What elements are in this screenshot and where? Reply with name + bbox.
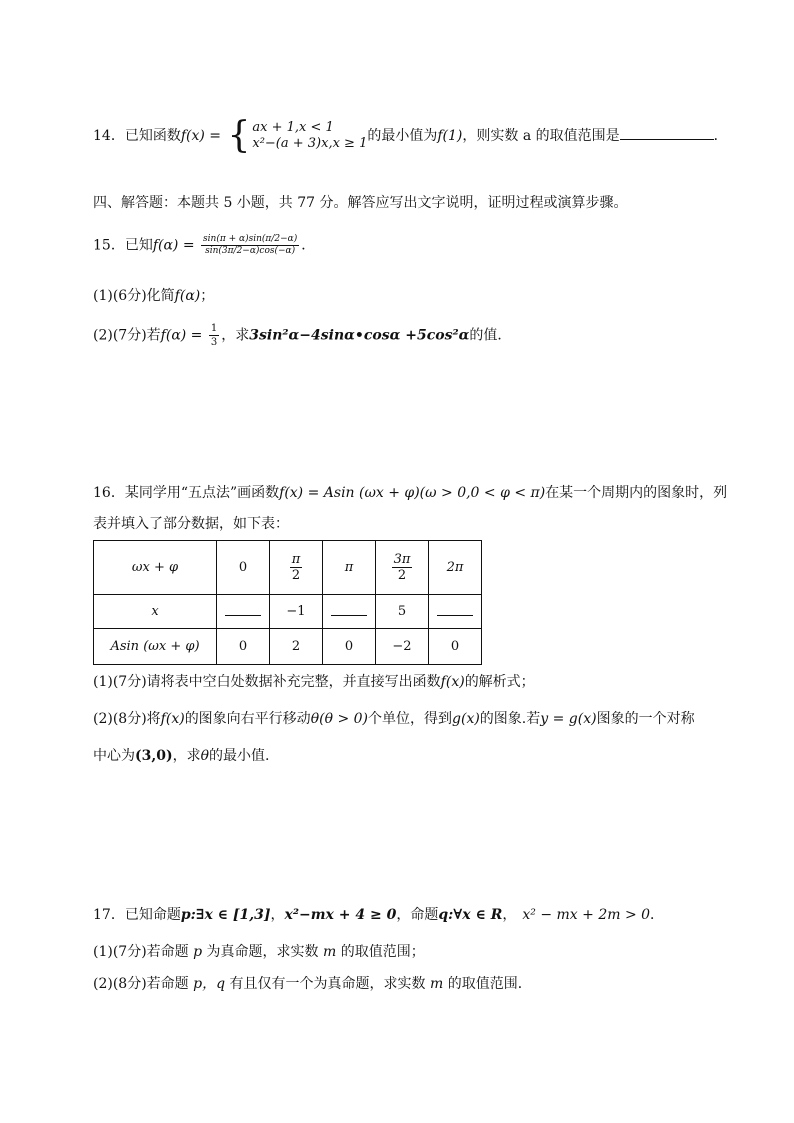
q16-p2-text-d: 的图象.若 [479, 711, 541, 727]
q14-f1: f(1) [437, 128, 463, 144]
q14-case-2: x²−(a + 3)x,x ≥ 1 [252, 136, 368, 151]
q16-part-2-line-2 [93, 746, 270, 766]
q17-prop-q: q:∀x ∈ R [438, 907, 503, 923]
q16-p2-text-b: 的图象向右平行移动 [184, 711, 311, 727]
q17-number: 17．已知命题 [93, 907, 181, 923]
q15-numerator: sin(π + α)sin(π/2−α) [203, 234, 298, 244]
q16-p2-text-e: 图象的一个对称 [596, 711, 695, 727]
q17-sep1: ， [270, 907, 285, 923]
three-pi-over-2-denominator: 2 [397, 568, 407, 583]
q14-tail-text: ，则实数 a 的取值范围是 [462, 128, 620, 144]
q16-p2-line2-a: 中心为 [93, 748, 135, 764]
table-cell: 5 [376, 595, 429, 629]
q17-p2-a: (2)(8分)若命题 [93, 976, 189, 992]
q16-p1-expr: f(x) [440, 674, 465, 690]
q16-intro-tail: 在某一个周期内的图象时，列 [545, 485, 728, 501]
question-16-line-1 [93, 483, 727, 503]
q14-case-1: ax + 1,x < 1 [252, 120, 334, 135]
table-cell-blank[interactable] [323, 595, 376, 629]
question-14 [93, 115, 728, 156]
table-cell: 2 [270, 629, 323, 665]
table-row-header: x [94, 595, 217, 629]
question-16-line-2: 表并填入了部分数据，如下表： [93, 516, 289, 532]
q14-mid-text: 的最小值为 [367, 128, 438, 144]
q16-p2-text-c: 个单位，得到 [368, 711, 453, 727]
q16-p1-tail: 的解析式； [464, 674, 535, 690]
q16-p2-theta2: θ [200, 748, 210, 764]
q17-part-2 [93, 974, 532, 994]
q15-end: ． [301, 237, 316, 254]
question-15 [93, 234, 315, 257]
q16-function-expr: f(x) = Asin (ωx + φ)(ω > 0,0 < φ < π) [279, 485, 546, 501]
q16-intro: 16．某同学用“五点法”画函数 [93, 485, 280, 501]
q15-p2-condition: f(α) = [160, 327, 207, 344]
q17-p2-c: 的取值范围． [447, 976, 532, 992]
three-pi-over-2-numerator: 3π [393, 552, 411, 567]
q15-p2-mid: ，求 [221, 327, 250, 344]
table-cell: π [323, 541, 376, 595]
table-cell: −2 [376, 629, 429, 665]
q16-p2-y: y = g(x) [540, 711, 597, 727]
q17-p1-a: (1)(7分)若命题 [93, 944, 189, 960]
table-cell-blank[interactable] [217, 595, 270, 629]
table-cell: 2π [429, 541, 482, 595]
q17-p1-c: 的取值范围； [340, 944, 425, 960]
section-4-heading: 四、解答题：本题共 5 小题，共 77 分。解答应写出文字说明，证明过程或演算步骤。 [93, 195, 628, 211]
q16-p2-line2-c: 的最小值. [209, 748, 270, 764]
table-cell: 0 [217, 629, 270, 665]
table-row [94, 595, 482, 629]
table-cell [270, 541, 323, 595]
q16-p2-text-a: (2)(8分)将 [93, 711, 161, 727]
q14-function-name: f(x) = [180, 128, 226, 144]
q15-p1-prefix: (1)(6分)化简 [93, 288, 175, 304]
pi-over-2-numerator: π [291, 552, 301, 567]
q16-p2-fx: f(x) [160, 711, 185, 727]
five-point-table [93, 540, 482, 665]
q16-part-1 [93, 672, 535, 692]
q15-p1-expr: f(α) [174, 288, 201, 304]
q16-p2-line2-b: ，求 [172, 748, 201, 764]
q15-p1-end: ； [200, 288, 215, 304]
q16-p1-text: (1)(7分)请将表中空白处数据补充完整，并直接写出函数 [93, 674, 441, 690]
q16-part-2-line-1 [93, 709, 695, 729]
q15-number: 15．已知 [93, 237, 153, 254]
q15-p2-prefix: (2)(7分)若 [93, 327, 161, 344]
q17-end: ． [650, 907, 665, 923]
q14-answer-blank[interactable] [620, 125, 714, 140]
blank-line [331, 614, 367, 616]
q15-p2-end: 的值． [469, 327, 512, 344]
q17-p1-p: p [193, 944, 203, 960]
table-cell: 0 [217, 541, 270, 595]
q15-p2-frac-denominator: 3 [210, 337, 218, 348]
question-17 [93, 905, 664, 925]
q17-p2-b: 有且仅有一个为真命题，求实数 [229, 976, 426, 992]
q17-p-expr: x²−mx + 4 ≥ 0 [284, 907, 397, 923]
q17-p1-b: 为真命题，求实数 [206, 944, 319, 960]
table-cell [376, 541, 429, 595]
q15-denominator: sin(3π/2−α)cos(−α) [205, 246, 296, 256]
q15-p2-fraction [209, 322, 219, 349]
q17-p2-m: m [429, 976, 444, 992]
table-row-header: Asin (ωx + φ) [94, 629, 217, 665]
q15-function-name: f(α) = [152, 237, 200, 254]
q15-p2-expression: 3sin²α−4sinα•cosα +5cos²α [249, 327, 470, 344]
table-cell: 0 [429, 629, 482, 665]
q15-fraction [201, 234, 299, 257]
q14-brace: { [227, 115, 251, 156]
q14-end: ． [713, 128, 728, 144]
table-cell-blank[interactable] [429, 595, 482, 629]
q17-p2-pq: p，q [193, 976, 226, 992]
q14-piecewise [225, 115, 368, 156]
q15-p2-frac-numerator: 1 [210, 323, 218, 334]
table-cell: −1 [270, 595, 323, 629]
q14-number: 14．已知函数 [93, 128, 181, 144]
q17-p1-m: m [323, 944, 337, 960]
q16-p2-center: (3,0) [135, 748, 173, 764]
q15-part-2 [93, 322, 511, 349]
q16-p2-theta: θ(θ > 0) [310, 711, 369, 727]
blank-line [225, 614, 261, 616]
table-row [94, 541, 482, 595]
table-cell: 0 [323, 629, 376, 665]
q15-part-1 [93, 286, 214, 306]
q17-mid: ，命题 [396, 907, 439, 923]
table-row [94, 629, 482, 665]
q17-sep2: ， [502, 907, 517, 923]
blank-line [437, 614, 473, 616]
q17-prop-p: p:∃x ∈ [1,3] [180, 907, 271, 923]
q17-part-1 [93, 942, 425, 962]
pi-over-2-denominator: 2 [291, 568, 301, 583]
q16-p2-gx: g(x) [452, 711, 480, 727]
q17-q-expr: x² − mx + 2m > 0 [522, 907, 651, 923]
table-row-header: ωx + φ [94, 541, 217, 595]
